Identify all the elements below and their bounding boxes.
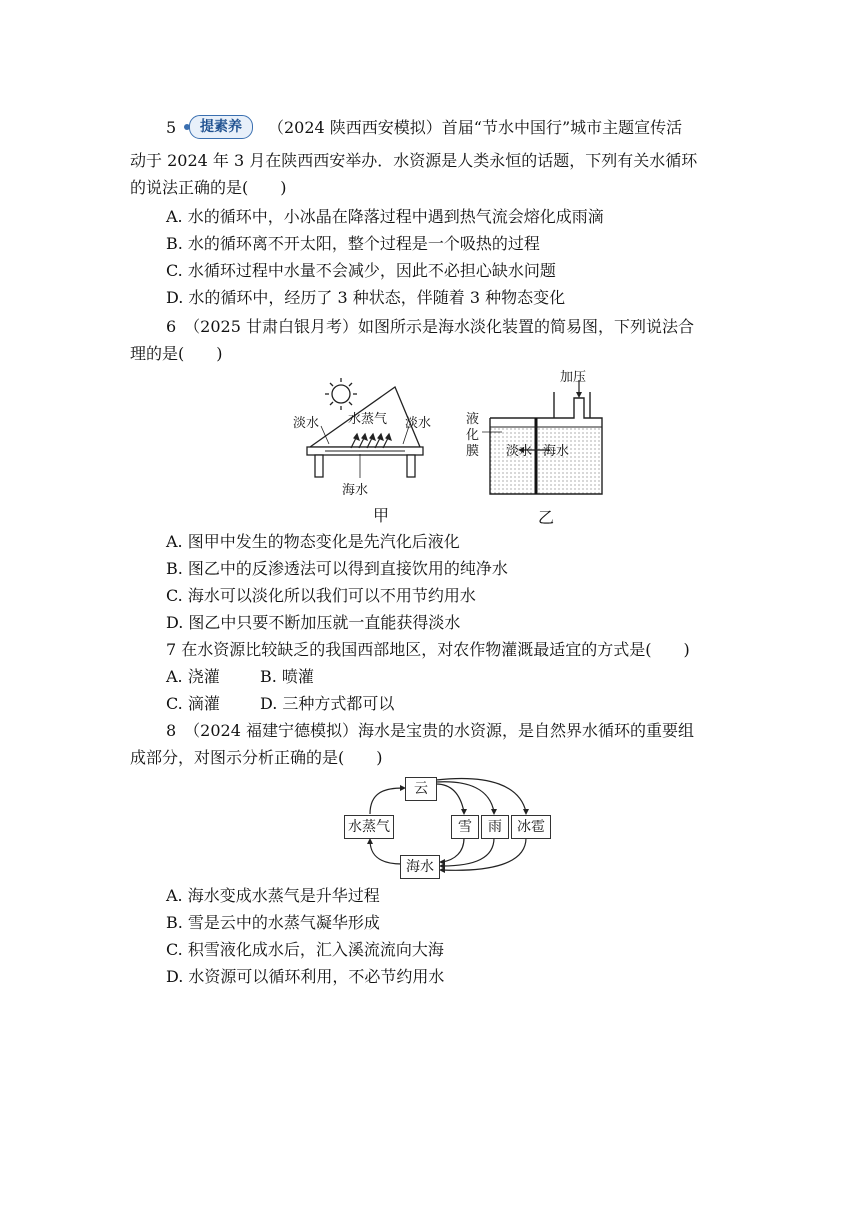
q6-option-d: D. 图乙中只要不断加压就一直能获得淡水 xyxy=(166,613,461,632)
rain-node: 雨 xyxy=(481,815,509,839)
q7-option-b: B. 喷灌 xyxy=(260,667,314,686)
q8-stem-line1: 8 （2024 福建宁德模拟）海水是宝贵的水资源，是自然界水循环的重要组 xyxy=(166,721,694,740)
q5-number: 5 xyxy=(166,118,177,137)
q5-option-c: C. 水循环过程中水量不会减少，因此不必担心缺水问题 xyxy=(166,261,556,280)
solar-still-figure xyxy=(285,372,445,492)
reverse-osmosis-figure xyxy=(462,364,612,500)
sea-node: 海水 xyxy=(400,855,440,879)
q7-option-c: C. 滴灌 xyxy=(166,694,220,713)
q6-stem-line2: 理的是( ) xyxy=(130,344,223,363)
sun-icon xyxy=(325,378,357,410)
cloud-node: 云 xyxy=(405,777,437,801)
fresh-water-label-right: 淡水 xyxy=(405,416,432,431)
q6-stem-line1: 6 （2025 甘肃白银月考）如图所示是海水淡化装置的简易图，下列说法合 xyxy=(166,317,694,336)
figure-yi-caption: 乙 xyxy=(538,508,555,527)
q7-option-d: D. 三种方式都可以 xyxy=(260,694,395,713)
membrane-label-1: 液 xyxy=(466,412,480,427)
q5-option-a: A. 水的循环中，小冰晶在降落过程中遇到热气流会熔化成雨滴 xyxy=(166,207,604,226)
seawater-label: 海水 xyxy=(342,483,369,498)
q8-stem-line2: 成部分，对图示分析正确的是( ) xyxy=(130,748,383,767)
q5-stem-line1: （2024 陕西西安模拟）首届“节水中国行”城市主题宣传活 xyxy=(268,118,683,137)
sea-water-label: 海水 xyxy=(543,444,570,459)
literacy-badge: 提素养 xyxy=(189,115,253,139)
q8-option-c: C. 积雪液化成水后，汇入溪流流向大海 xyxy=(166,940,444,959)
q8-option-b: B. 雪是云中的水蒸气凝华形成 xyxy=(166,913,380,932)
q5-stem-line2: 动于 2024 年 3 月在陕西西安举办．水资源是人类永恒的话题，下列有关水循环 xyxy=(130,151,698,170)
q7-option-a: A. 浇灌 xyxy=(166,667,220,686)
q6-option-c: C. 海水可以淡化所以我们可以不用节约用水 xyxy=(166,586,476,605)
q6-option-a: A. 图甲中发生的物态变化是先汽化后液化 xyxy=(166,532,460,551)
hail-node: 冰雹 xyxy=(511,815,551,839)
fresh-water-label-left: 淡水 xyxy=(293,416,320,431)
q5-option-b: B. 水的循环离不开太阳，整个过程是一个吸热的过程 xyxy=(166,234,540,253)
snow-node: 雪 xyxy=(451,815,479,839)
q8-option-a: A. 海水变成水蒸气是升华过程 xyxy=(166,886,380,905)
q7-stem: 7 在水资源比较缺乏的我国西部地区，对农作物灌溉最适宜的方式是( ) xyxy=(166,640,690,659)
q5-option-d: D. 水的循环中，经历了 3 种状态，伴随着 3 种物态变化 xyxy=(166,288,566,307)
q6-option-b: B. 图乙中的反渗透法可以得到直接饮用的纯净水 xyxy=(166,559,508,578)
q5-stem-line3: 的说法正确的是( ) xyxy=(130,178,287,197)
pressure-label: 加压 xyxy=(560,370,587,385)
membrane-label-2: 化 xyxy=(466,428,480,443)
membrane-label-3: 膜 xyxy=(466,444,480,459)
figure-jia-caption: 甲 xyxy=(373,506,390,525)
q8-option-d: D. 水资源可以循环利用，不必节约用水 xyxy=(166,967,445,986)
vapor-node: 水蒸气 xyxy=(344,815,394,839)
vapor-label: 水蒸气 xyxy=(348,412,388,427)
fresh-water-label: 淡水 xyxy=(506,444,533,459)
